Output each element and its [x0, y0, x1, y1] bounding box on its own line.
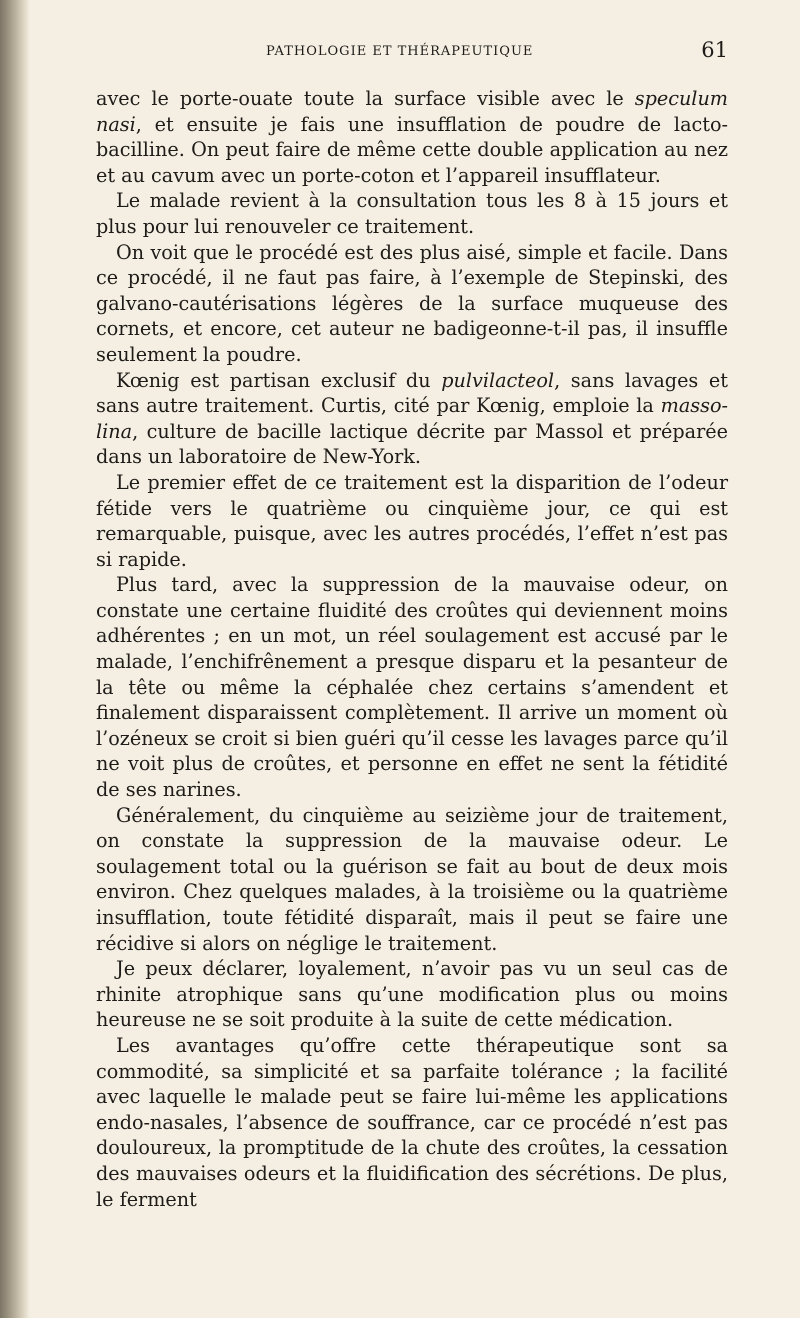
paragraph-text: Le premier effet de ce traitement est la disparition de l’odeur fétide vers le quatrième ou cinquième jour, ce qui est remarquable, puisque, avec les autres procédés, l’effet n’est pas si rapide. — [96, 470, 728, 571]
paragraph-text: Je peux déclarer, loyalement, n’avoir pas vu un seul cas de rhinite atrophique sans qu’une modification plus ou moins heureuse ne se soit produite à la suite de cette médication. — [96, 957, 728, 1032]
book-page — [96, 30, 728, 1212]
paragraph-text: , sans lavages et sans autre traitement. Curtis, cité par Kœnig, emploie la — [96, 368, 728, 418]
paragraph-text: On voit que le procédé est des plus aisé, simple et facile. Dans ce procédé, il ne faut pas faire, à l’exemple de Stepinski, des galvano-cautérisations légères de la surface muqueuse des cornets, et encore, cet auteur ne badigeonne-t-il pas, il insuffle seulement la poudre. — [96, 240, 728, 366]
page-number: 61 — [701, 38, 728, 62]
paragraph-text: Plus tard, avec la suppression de la mauvaise odeur, on constate une certaine fluidité des croûtes qui deviennent moins adhérentes ; en un mot, un réel soulagement est accusé par le malade, l’enchifrênement a presque disparu et la pesanteur de la tête ou même la céphalée chez certains s’amendent et finalement disparaissent complètement. Il arrive un moment où l’ozéneux se croit si bien guéri qu’il cesse les lavages parce qu’il ne voit plus de croûtes, et personne en effet ne sent la fétidité de ses narines. — [96, 573, 728, 802]
running-title: PATHOLOGIE ET THÉRAPEUTIQUE — [266, 44, 534, 59]
italic-term: masso-lina — [96, 394, 728, 443]
book-spine-shadow — [0, 0, 30, 1318]
paragraph-text: Kœnig est partisan exclusif du — [116, 368, 442, 392]
paragraph-text: avec le porte-ouate toute la surface visible avec le — [96, 87, 635, 110]
italic-term: speculum nasi — [96, 87, 728, 136]
paragraph — [96, 956, 728, 1033]
paragraph — [96, 803, 728, 957]
page-header — [96, 30, 728, 66]
paragraph — [96, 240, 728, 368]
body-text — [96, 86, 728, 1212]
paragraph-text: Le malade revient à la consultation tous les 8 à 15 jours et plus pour lui renouveler ce traitement. — [96, 189, 728, 238]
paragraph — [96, 86, 728, 188]
paragraph-text: , culture de bacille lactique décrite par Massol et préparée dans un laboratoire de New-York. — [96, 419, 728, 469]
italic-term: pulvilacteol — [441, 368, 555, 392]
paragraph — [96, 188, 728, 239]
paragraph — [96, 368, 728, 470]
paragraph — [96, 572, 728, 802]
paragraph — [96, 1033, 728, 1212]
paragraph-text: , et ensuite je fais une insufflation de poudre de lacto-bacilline. On peut faire de même cette double application au nez et au cavum avec un porte-coton et l’appareil insufflateur. — [96, 112, 728, 187]
paragraph-text: Généralement, du cinquième au seizième jour de traitement, on constate la suppression de la mauvaise odeur. Le soulagement total ou la guérison se fait au bout de deux mois environ. Chez quelques malades, à la troisième ou la quatrième insufflation, toute fétidité disparaît, mais il peut se faire une récidive si alors on néglige le traitement. — [96, 803, 728, 955]
paragraph — [96, 470, 728, 572]
paragraph-text: Les avantages qu’offre cette thérapeutique sont sa commodité, sa simplicité et sa parfaite tolérance ; la facilité avec laquelle le malade peut se faire lui-même les applications endo-nasales, l’absence de souffrance, car ce procédé n’est pas douloureux, la promptitude de la chute des croûtes, la cessation des mauvaises odeurs et la fluidification des sécrétions. De plus, le ferment — [96, 1033, 728, 1211]
